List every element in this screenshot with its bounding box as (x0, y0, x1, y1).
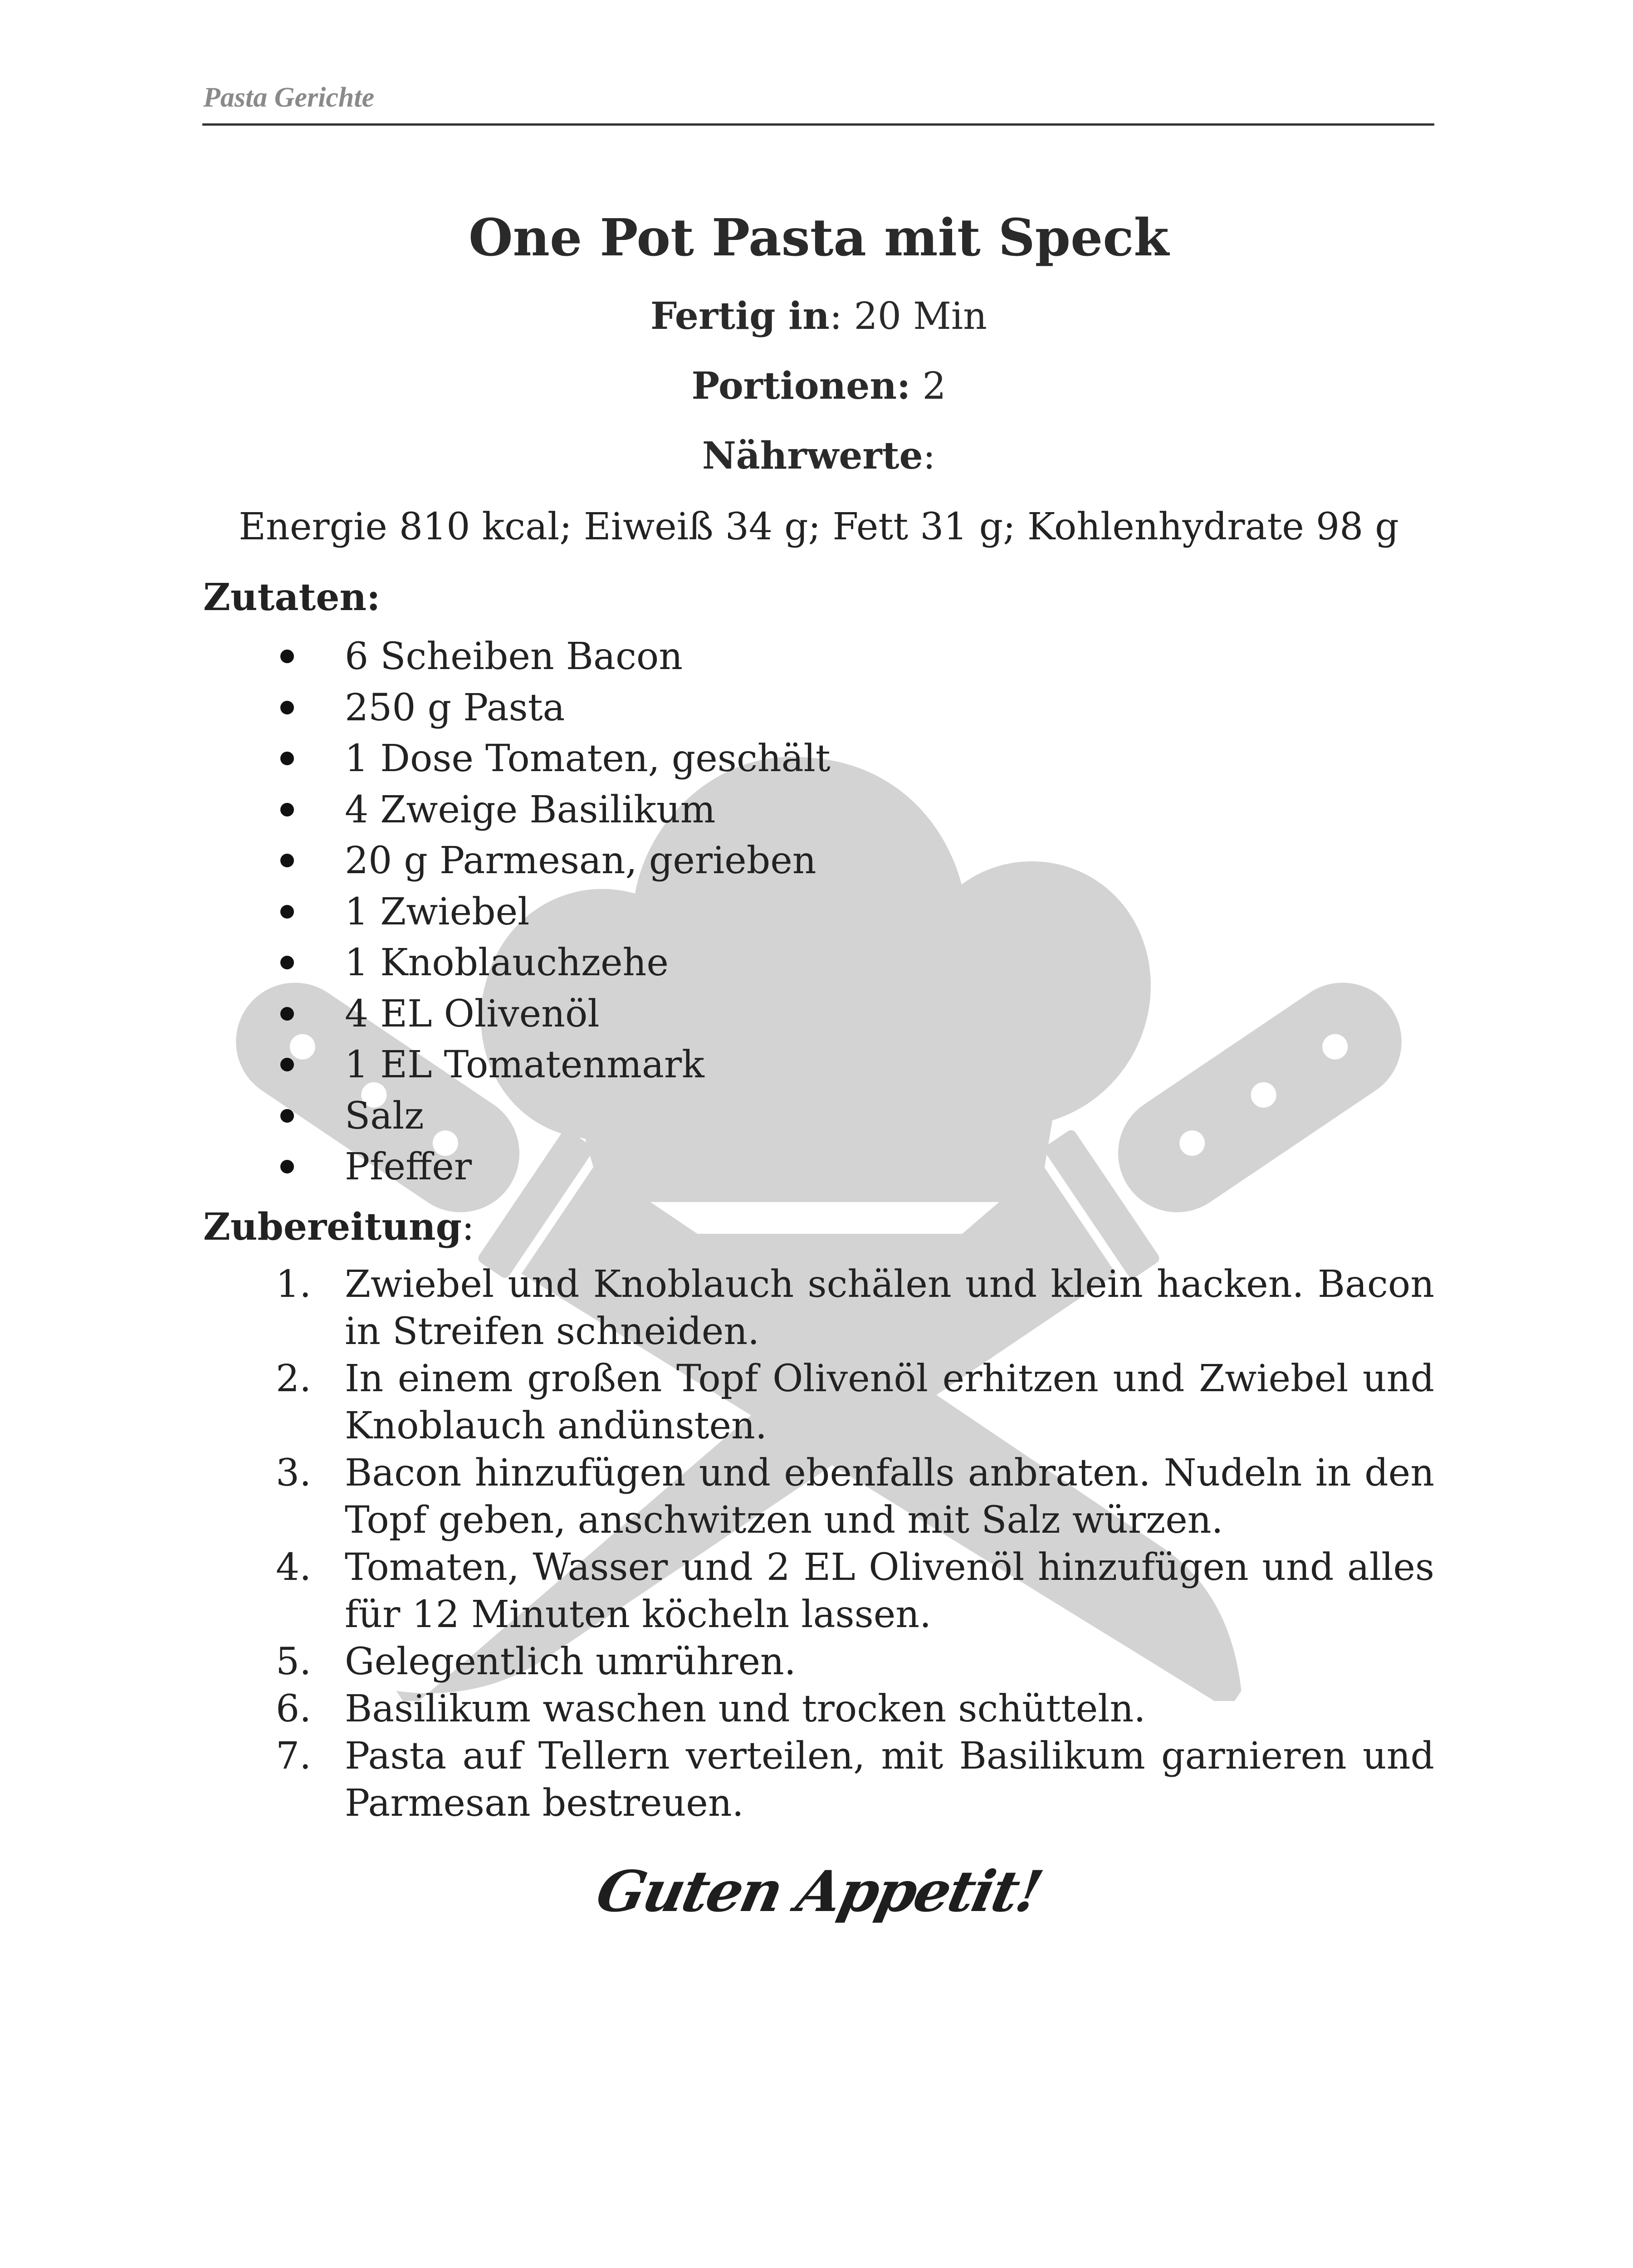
step-number: 7. (276, 1734, 312, 1778)
step-text: Gelegentlich umrühren. (345, 1640, 796, 1683)
step-text: Tomaten, Wasser und 2 EL Olivenöl hinzufügen und alles für 12 Minuten köcheln lassen. (345, 1545, 1434, 1636)
servings-label: Portionen: (691, 364, 911, 408)
step-number: 5. (276, 1640, 312, 1683)
list-item (203, 1261, 1434, 1355)
list-item (203, 733, 1434, 785)
ready-in-line (203, 281, 1434, 351)
servings-value: 2 (910, 365, 946, 408)
bullet-icon (280, 1058, 294, 1071)
list-item (203, 1142, 1434, 1193)
list-item (203, 836, 1434, 887)
list-item (203, 1686, 1434, 1733)
ingredients-list (203, 631, 1434, 1193)
list-item (203, 887, 1434, 938)
preparation-heading (203, 1193, 1434, 1261)
step-text: Bacon hinzufügen und ebenfalls anbraten. Nudeln in den Topf geben, anschwitzen und mit Salz würzen. (345, 1451, 1434, 1542)
step-text: Zwiebel und Knoblauch schälen und klein hacken. Bacon in Streifen schneiden. (345, 1262, 1434, 1353)
step-number: 2. (276, 1357, 312, 1400)
preparation-steps (203, 1261, 1434, 1827)
list-item (203, 1091, 1434, 1142)
list-item (203, 1638, 1434, 1686)
nutrition-label: Nährwerte (702, 434, 923, 478)
list-item (203, 1733, 1434, 1827)
step-text: In einem großen Topf Olivenöl erhitzen und Zwiebel und Knoblauch andünsten. (345, 1357, 1434, 1447)
servings-line (203, 351, 1434, 421)
nutrition-label-suffix: : (923, 435, 936, 478)
ingredients-heading: Zutaten: (203, 576, 381, 619)
step-number: 4. (276, 1545, 312, 1589)
step-text: Basilikum waschen und trocken schütteln. (345, 1687, 1146, 1730)
ingredient-text: 1 Zwiebel (345, 890, 530, 934)
bullet-icon (280, 1160, 294, 1173)
ready-in-label: Fertig in (650, 294, 830, 338)
list-item (203, 785, 1434, 836)
list-item (203, 1450, 1434, 1544)
bullet-icon (280, 905, 294, 919)
step-number: 3. (276, 1451, 312, 1495)
bullet-icon (280, 803, 294, 816)
ingredient-text: Pfeffer (345, 1145, 472, 1188)
list-item (203, 631, 1434, 683)
bullet-icon (280, 1007, 294, 1021)
preparation-heading-suffix: : (461, 1205, 474, 1249)
recipe-content (203, 195, 1434, 1925)
bullet-icon (280, 1109, 294, 1123)
nutrition-values: Energie 810 kcal; Eiweiß 34 g; Fett 31 g; Kohlenhydrate 98 g (239, 505, 1399, 548)
ingredient-text: 1 Knoblauchzehe (345, 941, 669, 984)
preparation-heading-label: Zubereitung (203, 1205, 462, 1249)
header-divider (202, 123, 1434, 126)
list-item (203, 683, 1434, 734)
bullet-icon (280, 956, 294, 969)
ready-in-value: : 20 Min (829, 295, 987, 338)
ingredient-text: 250 g Pasta (345, 686, 565, 729)
bullet-icon (280, 752, 294, 765)
step-number: 6. (276, 1687, 312, 1730)
list-item (203, 938, 1434, 989)
ingredient-text: 1 EL Tomatenmark (345, 1043, 704, 1086)
step-number: 1. (276, 1262, 312, 1306)
nutrition-heading-line (203, 421, 1434, 491)
recipe-title: One Pot Pasta mit Speck (468, 208, 1169, 268)
ingredient-text: 1 Dose Tomaten, geschält (345, 737, 831, 780)
bullet-icon (280, 701, 294, 714)
ingredient-text: 6 Scheiben Bacon (345, 635, 683, 678)
closing-greeting: Guten Appetit! (591, 1858, 1047, 1925)
bullet-icon (280, 650, 294, 663)
bullet-icon (280, 854, 294, 867)
ingredient-text: 4 EL Olivenöl (345, 992, 600, 1036)
ingredient-text: 4 Zweige Basilikum (345, 788, 716, 831)
step-text: Pasta auf Tellern verteilen, mit Basilikum garnieren und Parmesan bestreuen. (345, 1734, 1434, 1825)
ingredient-text: 20 g Parmesan, gerieben (345, 839, 816, 882)
list-item (203, 1544, 1434, 1638)
ingredient-text: Salz (345, 1094, 424, 1138)
list-item (203, 1355, 1434, 1450)
list-item (203, 1040, 1434, 1091)
running-head: Pasta Gerichte (203, 82, 375, 113)
list-item (203, 989, 1434, 1040)
